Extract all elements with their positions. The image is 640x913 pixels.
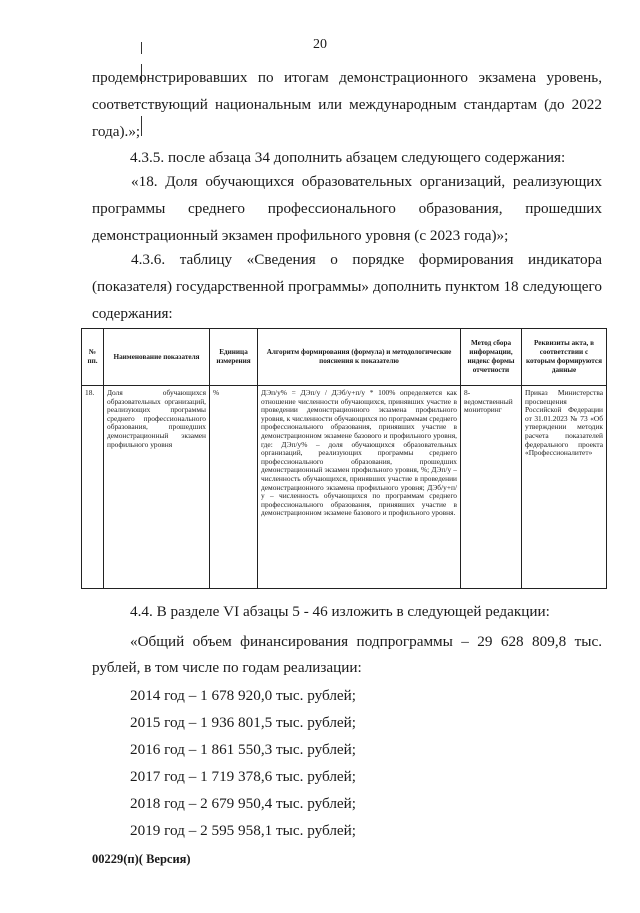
cell-num: 18. — [82, 386, 104, 589]
section-4-3-5: 4.3.5. после абзаца 34 дополнить абзацем следующего содержания: — [130, 149, 566, 166]
intro-line-1: продемонстрировавших по итогам демонстрационного экзамена уровень, — [92, 69, 602, 86]
year-line: 2017 год – 1 719 378,6 тыс. рублей; — [130, 768, 357, 785]
cell-algorithm: ДЭп/у% = ДЭп/у / ДЭб/у+п/у * 100% определяется как отношение численности обучающихся, принявших участие в проведении демонстрационного экзамена профильного уровня, к численности обучающихся по программам среднего профессионального образования, принявших участие в демонстрационном экзамене базового и профильного уровня, где: ДЭп/у% – доля обучающихся образовательных организаций, реализующих программы среднего профессионального образования, прошедших демонстрационный экзамен профильного уровня, %; ДЭп/у – численность обучающихся, принявших участие в проведении демонстрационного экзамена профильного уровня; ДЭб/у+п/у – численность обучающихся по программам среднего профессионального образования, принявших участие в демонстрационном экзамене базового и профильного уровня. — [258, 386, 461, 589]
page-number: 20 — [313, 37, 327, 52]
intro-line-3: года).»; — [92, 123, 141, 140]
document-footer-code: 00229(п)( Версия) — [92, 852, 191, 866]
year-line: 2018 год – 2 679 950,4 тыс. рублей; — [130, 795, 357, 812]
section-4-4: 4.4. В разделе VI абзацы 5 - 46 изложить в следующей редакции: — [130, 603, 550, 620]
item-18-paragraph: «18. Доля обучающихся образовательных организаций, реализующих программы среднего профессионального образования, прошедших демонстрационный экзамен профильного уровня (с 2023 года)»; — [92, 173, 602, 244]
header-unit: Единица измерения — [210, 329, 258, 386]
header-name: Наименование показателя — [104, 329, 210, 386]
indicator-table — [81, 328, 607, 589]
cell-requisites: Приказ Министерства просвещения Российской Федерации от 31.01.2023 № 73 «Об утверждении методик расчета показателей федерального проекта «Профессионалитет» — [522, 386, 607, 589]
financing-line-1: «Общий объем финансирования подпрограммы – 29 628 809,8 тыс. — [130, 633, 602, 650]
table-row — [82, 386, 607, 589]
header-algorithm: Алгоритм формирования (формула) и методологические пояснения к показателю — [258, 329, 461, 386]
header-requisites: Реквизиты акта, в соответствии с которым формируются данные — [522, 329, 607, 386]
margin-mark — [141, 116, 142, 136]
header-num: № пп. — [82, 329, 104, 386]
financing-line-2: рублей, в том числе по годам реализации: — [92, 659, 362, 676]
cell-name: Доля обучающихся образовательных организаций, реализующих программы среднего профессионального образования, прошедших демонстрационный экзамен профильного уровня — [104, 386, 210, 589]
year-line: 2019 год – 2 595 958,1 тыс. рублей; — [130, 822, 357, 839]
cell-method: 8-ведомственный мониторинг — [461, 386, 522, 589]
header-method: Метод сбора информации, индекс формы отчетности — [461, 329, 522, 386]
margin-mark — [141, 42, 142, 54]
year-line: 2014 год – 1 678 920,0 тыс. рублей; — [130, 687, 357, 704]
cell-unit: % — [210, 386, 258, 589]
year-line: 2016 год – 1 861 550,3 тыс. рублей; — [130, 741, 357, 758]
intro-line-2: соответствующий национальным или международным стандартам (до 2022 — [92, 96, 602, 113]
year-line: 2015 год – 1 936 801,5 тыс. рублей; — [130, 714, 357, 731]
section-4-3-6: 4.3.6. таблицу «Сведения о порядке формирования индикатора (показателя) государственной программы» дополнить пунктом 18 следующего содержания: — [92, 251, 602, 322]
table-header-row — [82, 329, 607, 386]
